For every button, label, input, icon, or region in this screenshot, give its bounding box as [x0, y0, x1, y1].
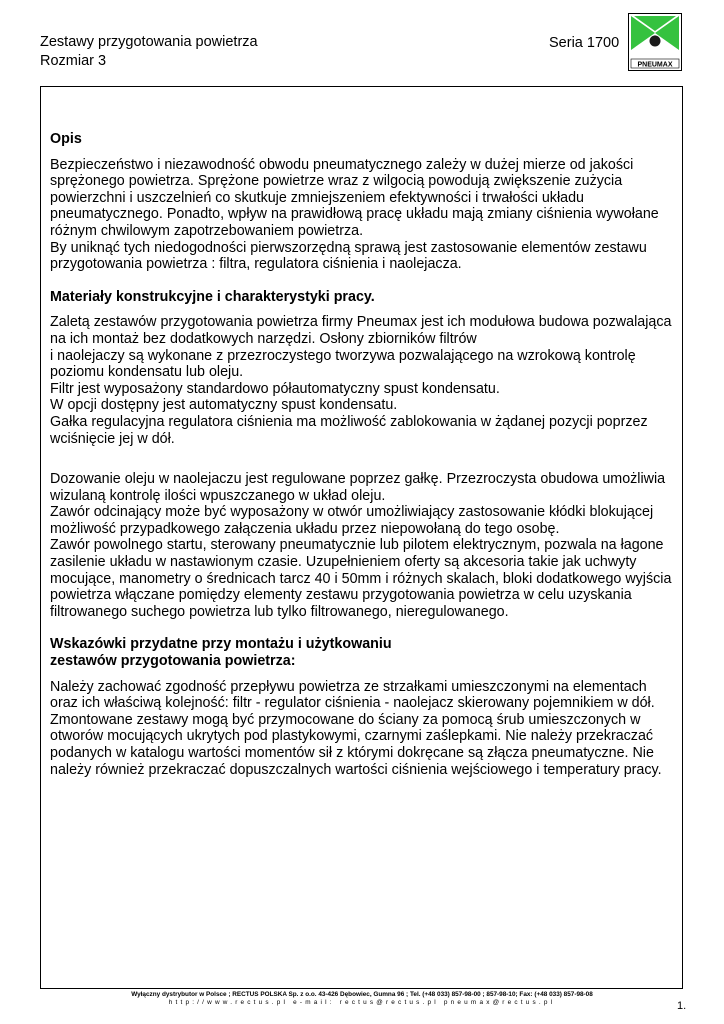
- paragraph: Zaletą zestawów przygotowania powietrza firmy Pneumax jest ich modułowa budowa pozwalająca na ich montaż bez dodatkowych narzędzi. Osłony zbiorników filtrów: [50, 314, 672, 347]
- section-heading-installation: Wskazówki przydatne przy montażu i użytkowaniu: [50, 636, 392, 653]
- section-heading-installation-cont: zestawów przygotowania powietrza:: [50, 653, 296, 670]
- section-heading-materials: Materiały konstrukcyjne i charakterystyki pracy.: [50, 288, 375, 305]
- paragraph: i naolejaczy są wykonane z przezroczystego tworzywa pozwalającego na wzrokową kontrolę poziomu kondensatu lub oleju.: [50, 347, 636, 381]
- series-label: Seria 1700: [549, 35, 620, 51]
- paragraph: W opcji dostępny jest automatyczny spust kondensatu.: [50, 397, 398, 414]
- paragraph: Należy zachować zgodność przepływu powietrza ze strzałkami umieszczonymi na elementach oraz ich właściwą kolejność: filtr - regulator ciśnienia - naolejacz skierowany pojemnikiem w dół. Zmontowane zestawy mogą być przymocowane do ściany za pomocą śrub umieszczonych w otworów mocujących ukrytych pod plastykowymi, czarnymi zaślepkami. Nie należy przekraczać podanych w katalogu wartości momentów sił z którymi dokręcane są złącza pneumatyczne. Nie należy również przekraczać dopuszczalnych wartości ciśnienia wejściowego i temperatury pracy.: [50, 678, 662, 778]
- paragraph: Bezpieczeństwo i niezawodność obwodu pneumatycznego zależy w dużej mierze od jakości sprężonego powietrza. Sprężone powietrze wraz z wilgocią powodują zwiększenie zużycia powierzchni i uszczelnień co skutkuje zmniejszeniem efektywności i trwałości układu pneumatycznego. Ponadto, wpływ na prawidłową pracę układu mają zmiany ciśnienia wywołane różnym chwilowym zapotrzebowaniem powietrza.: [50, 156, 659, 239]
- paragraph: Gałka regulacyjna regulatora ciśnienia ma możliwość zablokowania w żądanej pozycji poprzez wciśnięcie jej w dół.: [50, 413, 648, 447]
- paragraph: Filtr jest wyposażony standardowo półautomatyczny spust kondensatu.: [50, 380, 500, 397]
- footer: [0, 991, 724, 1007]
- paragraph: By uniknąć tych niedogodności pierwszorzędną sprawą jest zastosowanie elementów zestawu przygotowania powietrza : filtra, regulatora ciśnienia i naolejacza.: [50, 239, 647, 273]
- page-number: 1.: [677, 1000, 687, 1012]
- footer-contact: http://www.rectus.pl e-mail: rectus@rectus.pl pneumax@rectus.pl: [168, 999, 556, 1006]
- document-title: Zestawy przygotowania powietrza: [40, 34, 258, 50]
- paragraph: Zawór odcinający może być wyposażony w otwór umożliwiający zastosowanie kłódki blokującej możliwość przypadkowego załączenia układu przez niepowołaną do tego osobę.: [50, 504, 654, 537]
- footer-distributor: Wyłączny dystrybutor w Polsce ; RECTUS POLSKA Sp. z o.o. 43-426 Dębowiec, Gumna 96 ; Tel. (+48 033) 857-98-00 ; 857-98-10; Fax: (+48 033) 857-98-08: [131, 991, 593, 998]
- document-size: Rozmiar 3: [40, 53, 107, 69]
- document-body: [50, 131, 676, 778]
- pneumax-logo: [628, 13, 682, 71]
- section-heading-description: Opis: [50, 131, 82, 147]
- paragraph: Zawór powolnego startu, sterowany pneumatycznie lub pilotem elektrycznym, pozwala na łagone zasilenie układu w nastawionym czasie. Uzupełnieniem oferty są akcesoria takie jak uchwyty mocujące, manometry o średnicach tarcz 40 i 50mm i różnych skalach, bloki dodatkowego wyjścia powietrza włączane pomiędzy elementy zestawu przygotowania powietrza w celu uzyskania filtrowanego suchego powietrza lub tylko filtrowanego, nieregulowanego.: [50, 537, 672, 620]
- paragraph: Dozowanie oleju w naolejaczu jest regulowane poprzez gałkę. Przezroczysta obudowa umożliwia wizulaną kontrolę ilości wpuszczanego w układ oleju.: [50, 471, 666, 504]
- pneumax-logo-icon: [628, 13, 682, 71]
- document-header: [40, 33, 258, 71]
- logo-text: PNEUMAX: [637, 61, 673, 69]
